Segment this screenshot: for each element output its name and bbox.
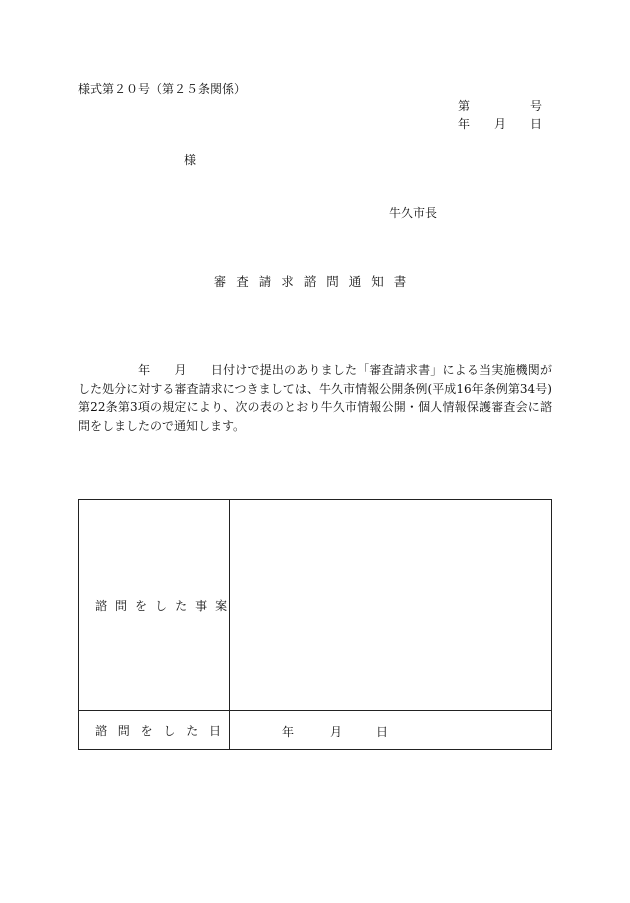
document-number-prefix: 第 — [458, 99, 471, 113]
case-value-cell[interactable] — [230, 500, 552, 711]
date-label-char: を — [140, 723, 153, 738]
document-number-suffix: 号 — [529, 99, 542, 113]
inquiry-date-day: 日 — [376, 725, 389, 739]
date-label-cell — [79, 711, 230, 750]
date-label-char: 日 — [208, 723, 221, 738]
body-paragraph — [78, 361, 552, 435]
table-row — [79, 500, 552, 711]
inquiry-date-year: 年 — [282, 725, 295, 739]
document-date-day: 日 — [529, 117, 542, 131]
body-year: 年 — [138, 363, 151, 377]
case-label-char: 諮 — [95, 598, 108, 613]
date-label-char: し — [163, 723, 176, 738]
document-date-year: 年 — [458, 117, 471, 131]
date-label-char: 諮 — [95, 723, 108, 738]
table-row — [79, 711, 552, 750]
sender: 牛久市長 — [389, 206, 438, 220]
case-label-char: し — [155, 598, 168, 613]
inquiry-table — [78, 499, 552, 750]
case-label-char: た — [175, 598, 188, 613]
case-label — [79, 597, 229, 614]
document-title: 審査請求諮問通知書 — [213, 274, 417, 289]
body-month: 月 — [174, 363, 187, 377]
case-label-char: 問 — [115, 598, 128, 613]
recipient: 様 — [184, 153, 197, 167]
inquiry-date-month: 月 — [330, 725, 343, 739]
form-number: 様式第２０号（第２５条関係） — [78, 82, 247, 96]
case-label-char: 案 — [215, 598, 228, 613]
date-label-char: た — [186, 723, 199, 738]
body-text: 日付けで提出のありました「審査請求書」による当実施機関がした処分に対する審査請求につきましては、牛久市情報公開条例(平成16年条例第34号)第22条第3項の規定により、次の表のとおり牛久市情報公開・個人情報保護審査会に諮問をしましたので通知します。 — [78, 363, 552, 433]
date-label-char: 問 — [117, 723, 130, 738]
case-label-char: を — [135, 598, 148, 613]
date-value-cell[interactable] — [230, 711, 552, 750]
case-label-char: 事 — [195, 598, 208, 613]
case-label-cell — [79, 500, 230, 711]
date-label — [79, 722, 229, 739]
document-date-month: 月 — [494, 117, 507, 131]
